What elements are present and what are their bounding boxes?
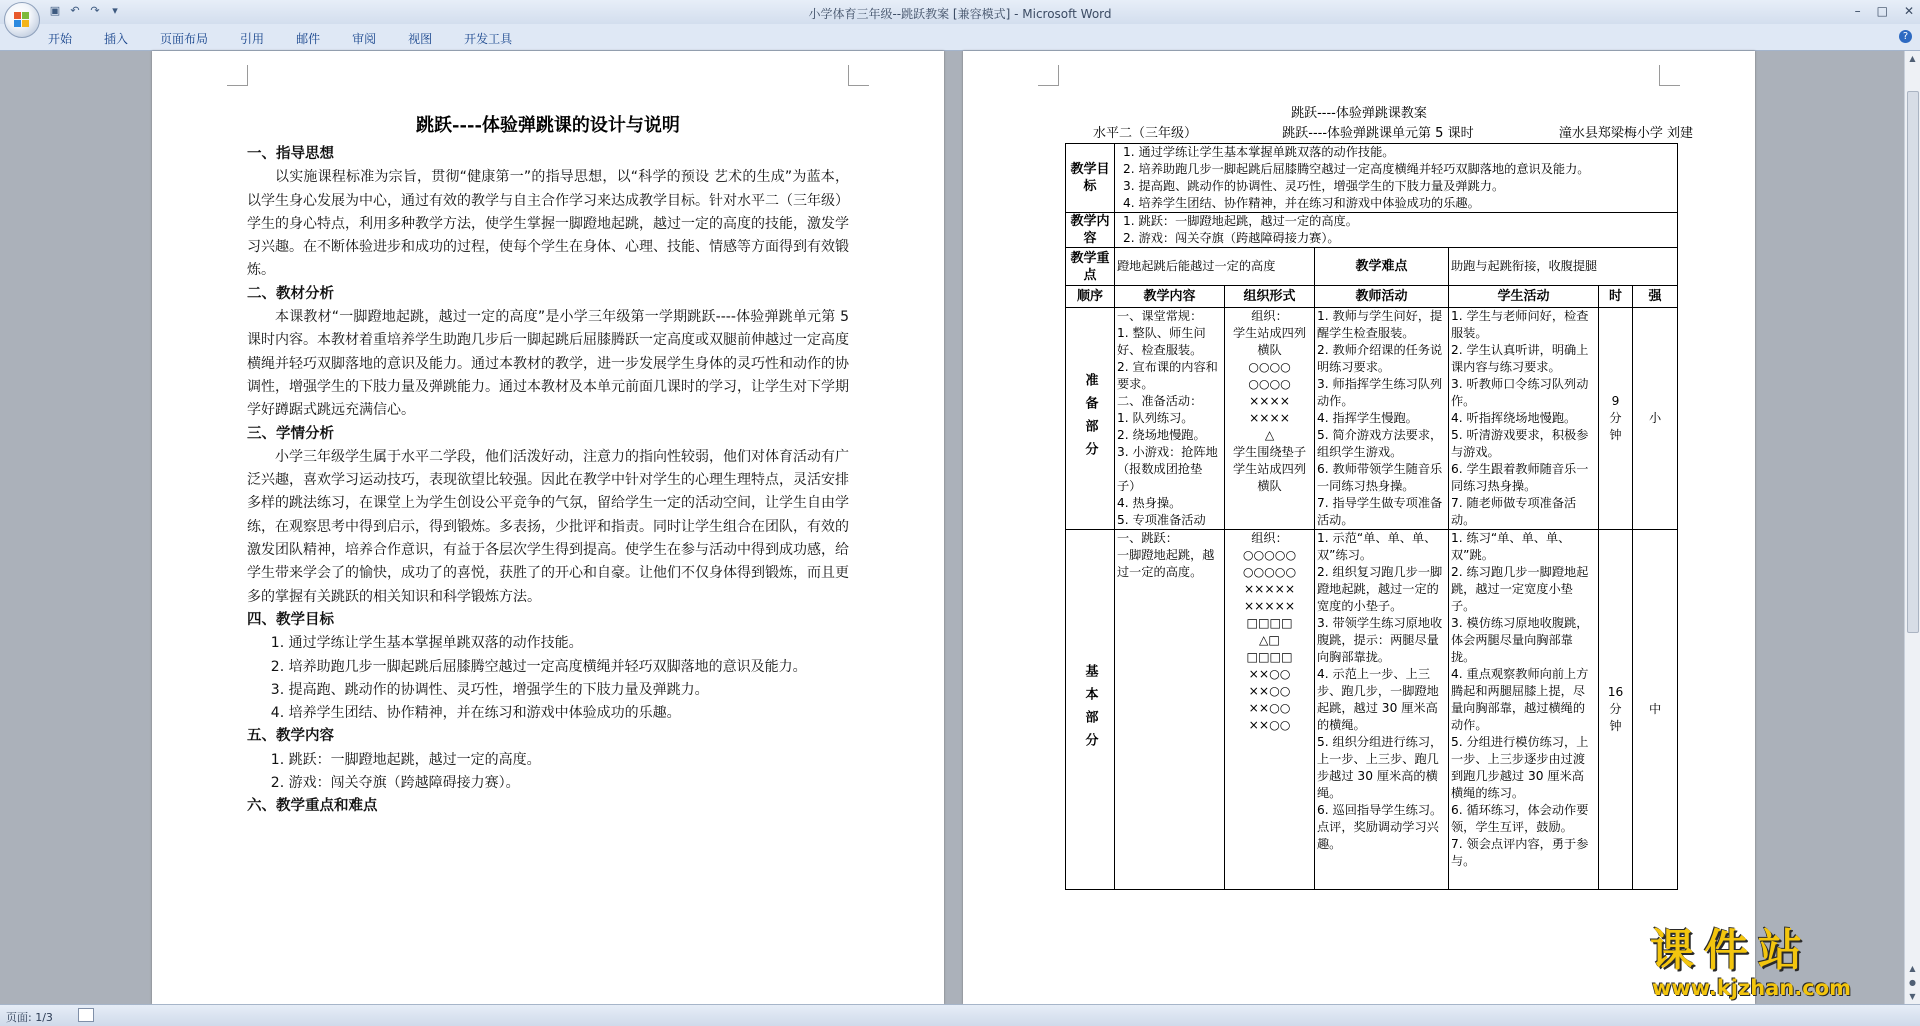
minimize-button[interactable]: – [1854,4,1861,18]
section-heading: 二、教材分析 [247,285,334,302]
tab-home[interactable]: 开始 [48,32,73,46]
basic-organization-cell[interactable]: 组织： ○○○○○ ○○○○○ ××××× ××××× □□□□ △□ □□□□ ××○○ ××○○ ××○○ ××○○ [1225,530,1315,890]
vertical-scrollbar[interactable] [1904,51,1920,1004]
paragraph: 本课教材“一脚蹬地起跳，越过一定的高度”是小学三年级第一学期跳跃----体验弹跳单元第 5 课时内容。本教材着重培养学生助跑几步后一脚起跳后屈膝腾跃一定高度或双腿前伸越过一定高度横绳并轻巧双脚落地的意识及能力。通过本教材的教学，进一步发展学生身体的灵巧性和动作的协调性，增强学生的下肢力量及弹跳能力。通过本教材及本单元前面几课时的学习，让学生对下学期学好蹲踞式跳远充满信心。 [247,309,849,419]
watermark-url: www.kjzhan.com [1652,976,1852,1000]
basic-student-cell[interactable]: 1. 练习“单、单、单、双”跳。 2. 练习跑几步一脚蹬地起跳，越过一定宽度小垫子。 3. 模仿练习原地收腹跳，体会两腿尽量向胸部靠拢。 4. 重点观察教师向前上方腾起和两腿屈膝上提，尽量向胸部靠，越过横绳的动作。 5. 分组进行模仿练习，上一步、上三步逐步由过渡到跑几步越过 30 厘米高横绳的练习。 6. 循环练习，体会动作要领，学生互评，鼓励。 7. 领会点评内容，勇于参与。 [1449,530,1599,890]
window-controls [1855,4,1914,18]
prep-student-cell[interactable]: 1. 学生与老师问好，检查服装。 2. 学生认真听讲，明确上课内容与练习要求。 3. 听教师口令练习队列动作。 4. 听指挥绕场地慢跑。 5. 听清游戏要求，积极参与游戏。 6. 学生跟着教师随音乐一同练习热身操。 7. 随老师做专项准备活动。 [1449,308,1599,530]
lesson-plan-table [1065,143,1678,890]
status-bar [0,1004,1920,1026]
paragraph: 以实施课程标准为宗旨，贯彻“健康第一”的指导思想，以“科学的预设 艺术的生成”为蓝本，以学生身心发展为中心，通过有效的教学与自主合作学习来达成教学目标。针对水平二（三年级）学生的身心特点，利用多种教学方法，使学生掌握一脚蹬地起跳，越过一定的高度的技能，激发学习兴趣。在不断体验进步和成功的过程，使每个学生在身体、心理、技能、情感等方面得到有效锻炼。 [247,169,849,279]
section-heading: 四、教学目标 [247,611,334,628]
prep-section-label: 准备部分 [1066,308,1115,530]
redo-icon[interactable]: ↷ [90,4,100,17]
page-count[interactable]: 页面: 1/3 [6,1011,53,1024]
goals-cell[interactable] [1115,144,1678,213]
list-item: 1. 通过学练让学生基本掌握单跳双落的动作技能。 [1123,145,1395,159]
crop-mark [1038,65,1059,86]
table-row [1066,144,1678,213]
section-heading: 五、教学内容 [247,728,334,745]
list-item: 4. 培养学生团结、协作精神，并在练习和游戏中体验成功的乐趣。 [270,705,681,722]
page-body [247,143,849,819]
lesson-plan-title: 跳跃----体验弹跳课教案 [1291,106,1427,121]
tab-mailings[interactable]: 邮件 [296,32,321,46]
unit-info: 跳跃----体验弹跳课单元第 5 课时 [1282,126,1474,141]
tab-view[interactable]: 视图 [408,32,433,46]
prep-time-cell[interactable]: 9 分 钟 [1599,308,1633,530]
help-icon[interactable]: ? [1899,30,1912,43]
col-header-teacher: 教师活动 [1315,286,1449,308]
list-item: 2. 游戏：闯关夺旗（跨越障碍接力赛）。 [1123,231,1340,245]
section-heading: 三、学情分析 [247,425,334,442]
document-page-2[interactable] [963,51,1755,1004]
crop-mark [227,65,248,86]
difficulty-cell[interactable]: 助跑与起跳衔接，收腹提腿 [1449,248,1678,286]
close-button[interactable]: ✕ [1903,4,1914,18]
prep-organization-cell[interactable]: 组织： 学生站成四列横队 ○○○○ ○○○○ ×××× ×××× △ 学生围绕垫子 学生站成四列横队 [1225,308,1315,530]
col-header-order: 顺序 [1066,286,1115,308]
title-bar [0,0,1920,25]
table-row [1066,530,1678,890]
col-header-student: 学生活动 [1449,286,1599,308]
browse-object-icon[interactable]: ● [1909,978,1916,987]
page-title: 跳跃----体验弹跳课的设计与说明 [416,115,680,136]
office-button[interactable] [4,2,40,38]
section-heading: 一、指导思想 [247,146,334,162]
list-item: 2. 培养助跑几步一脚起跳后屈膝腾空越过一定高度横绳并轻巧双脚落地的意识及能力。 [1123,162,1590,176]
tab-developer[interactable]: 开发工具 [464,32,513,46]
difficulty-label: 教学难点 [1315,248,1449,286]
key-label: 教学重点 [1066,248,1115,286]
lesson-plan-subtitle [1093,122,1693,141]
tab-references[interactable]: 引用 [240,32,265,46]
office-logo-icon [14,12,30,28]
undo-icon[interactable]: ↶ [70,4,80,17]
col-header-time: 时 [1599,286,1633,308]
basic-time-cell[interactable]: 16 分 钟 [1599,530,1633,890]
content-label: 教学内容 [1066,213,1115,248]
window-title: 小学体育三年级--跳跃教案 [兼容模式] - Microsoft Word [808,7,1112,21]
goals-label: 教学目标 [1066,144,1115,213]
col-header-organization: 组织形式 [1225,286,1315,308]
key-point-cell[interactable]: 蹬地起跳后能越过一定的高度 [1115,248,1315,286]
section-heading: 六、教学重点和难点 [247,798,378,815]
table-row [1066,248,1678,286]
list-item: 3. 提高跑、跳动作的协调性、灵巧性，增强学生的下肢力量及弹跳力。 [1123,179,1505,193]
basic-teacher-cell[interactable]: 1. 示范“单、单、单、双”练习。 2. 组织复习跑几步一脚蹬地起跳，越过一定的宽度的小垫子。 3. 带领学生练习原地收腹跳，提示：两腿尽量向胸部靠拢。 4. 示范上一步、上三步、跑几步，一脚蹬地起跳，越过 30 厘米高的横绳。 5. 组织分组进行练习，上一步、上三步、跑几步越过 30 厘米高的横绳。 6. 巡回指导学生练习。点评，奖励调动学习兴趣。 [1315,530,1449,890]
scroll-thumb[interactable] [1907,91,1919,633]
paragraph: 小学三年级学生属于水平二学段，他们活泼好动，注意力的指向性较弱，他们对体育活动有广泛兴趣，喜欢学习运动技巧，表现欲望比较强。因此在教学中针对学生的心理生理特点，灵活安排多样的跳法练习，在课堂上为学生创设公平竞争的气氛，留给学生一定的活动空间，让学生自由学练，在观察思考中得到启示，得到锻炼。多表扬，少批评和指责。同时让学生组合在团队，有效的激发团队精神，培养合作意识，有益于各层次学生得到提高。使学生在参与活动中得到成功感，给学生带来学会了的愉快，成功了的喜悦，获胜了的开心和自豪。让他们不仅身体得到锻炼，而且更多的掌握有关跳跃的相关知识和科学锻炼方法。 [247,448,849,605]
prep-teacher-cell[interactable]: 1. 教师与学生问好，提醒学生检查服装。 2. 教师介绍课的任务说明练习要求。 3. 师指挥学生练习队列动作。 4. 指挥学生慢跑。 5. 简介游戏方法要求，组织学生游戏。 6. 教师带领学生随音乐一同练习热身操。 7. 指导学生做专项准备活动。 [1315,308,1449,530]
basic-content-cell[interactable]: 一、跳跃： 一脚蹬地起跳，越过一定的高度。 [1115,530,1225,890]
ribbon-tabs [48,30,544,47]
prep-content-cell[interactable]: 一、课堂常规： 1. 整队、师生问好、检查服装。 2. 宣布课的内容和要求。 二、准备活动： 1. 队列练习。 2. 绕场地慢跑。 3. 小游戏：抢阵地（报数成团抢垫子） 4. 热身操。 5. 专项准备活动 [1115,308,1225,530]
maximize-button[interactable]: □ [1876,4,1888,18]
list-item: 4. 培养学生团结、协作精神，并在练习和游戏中体验成功的乐趣。 [1123,196,1480,210]
table-header-row [1066,286,1678,308]
crop-mark [848,65,869,86]
list-item: 2. 培养助跑几步一脚起跳后屈膝腾空越过一定高度横绳并轻巧双脚落地的意识及能力。 [270,658,807,675]
prep-intensity-cell[interactable]: 小 [1633,308,1678,530]
table-row [1066,308,1678,530]
basic-intensity-cell[interactable]: 中 [1633,530,1678,890]
list-item: 1. 跳跃：一脚蹬地起跳，越过一定的高度。 [270,751,541,768]
list-item: 1. 通过学练让学生基本掌握单跳双落的动作技能。 [270,635,583,652]
tab-page-layout[interactable]: 页面布局 [160,32,209,46]
save-icon[interactable]: ▣ [49,4,61,17]
tab-insert[interactable]: 插入 [104,32,129,46]
proofing-icon[interactable] [78,1008,94,1022]
document-page-1[interactable] [152,51,944,1004]
scroll-up-icon[interactable]: ▲ [1909,54,1916,63]
table-row [1066,213,1678,248]
basic-section-label: 基本部分 [1066,530,1115,890]
col-header-intensity: 强 [1633,286,1678,308]
list-item: 3. 提高跑、跳动作的协调性、灵巧性，增强学生的下肢力量及弹跳力。 [270,681,709,698]
prev-page-icon[interactable]: ▲ [1909,964,1916,973]
content-cell[interactable] [1115,213,1678,248]
crop-mark [1659,65,1680,86]
watermark-text: 课件站 [1650,925,1812,976]
list-item: 2. 游戏：闯关夺旗（跨越障碍接力赛）。 [270,775,520,792]
tab-review[interactable]: 审阅 [352,32,377,46]
grade-level: 水平二（三年级） [1093,126,1198,141]
site-watermark [1650,926,1912,1006]
col-header-content: 教学内容 [1115,286,1225,308]
customize-qat-icon[interactable]: ▾ [112,4,118,17]
next-page-icon[interactable]: ▼ [1909,992,1916,1001]
school-author: 潼水县郑梁梅小学 刘建 [1558,126,1693,141]
list-item: 1. 跳跃：一脚蹬地起跳，越过一定的高度。 [1123,214,1358,228]
ribbon [0,24,1920,51]
